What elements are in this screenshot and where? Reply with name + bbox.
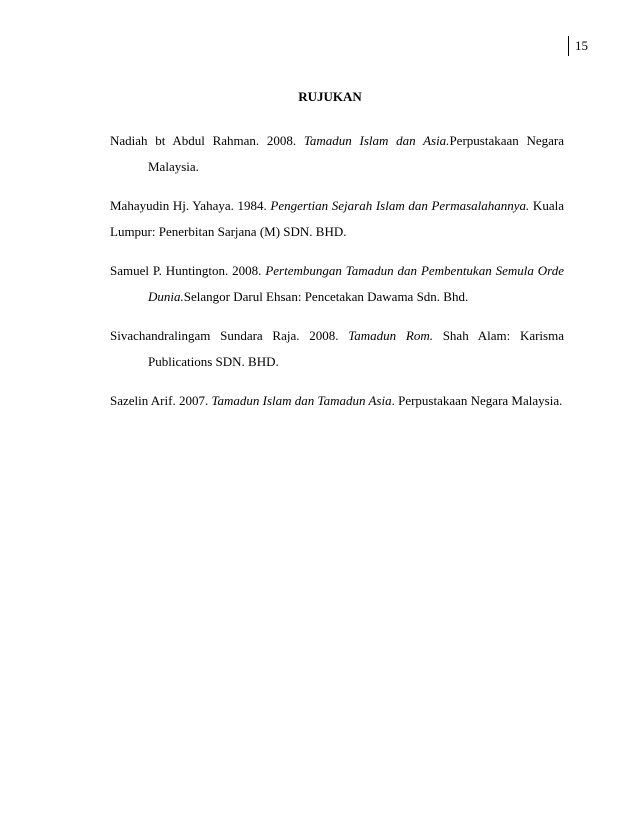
reference-author-year: Samuel P. Huntington. 2008. [110, 263, 266, 278]
reference-title: Pertembungan Tamadun dan Pembentukan Semula Orde Dunia. [148, 263, 564, 304]
reference-publisher: Kuala Lumpur: Penerbitan Sarjana (M) SDN. BHD. [110, 198, 564, 239]
reference-author-year: Nadiah bt Abdul Rahman. 2008. [110, 133, 304, 148]
reference-entry [110, 323, 564, 375]
reference-author-year: Mahayudin Hj. Yahaya. 1984. [110, 198, 271, 213]
reference-publisher: Perpustakaan Negara Malaysia. [148, 133, 564, 174]
page-number: 15 [568, 36, 588, 56]
reference-title: Tamadun Islam dan Asia. [303, 133, 450, 148]
page-title: RUJUKAN [298, 89, 362, 104]
reference-author-year: Sivachandralingam Sundara Raja. 2008. [110, 328, 349, 343]
reference-title: Tamadun Islam dan Tamadun Asia [211, 393, 392, 408]
reference-publisher: Selangor Darul Ehsan: Pencetakan Dawama Sdn. Bhd. [183, 289, 469, 304]
reference-entry [110, 128, 564, 180]
reference-author-year: Sazelin Arif. 2007. [110, 393, 212, 408]
reference-publisher: Shah Alam: Karisma Publications SDN. BHD. [148, 328, 564, 369]
reference-entry [110, 258, 564, 310]
reference-publisher: . Perpustakaan Negara Malaysia. [391, 393, 563, 408]
reference-entry [110, 388, 564, 414]
reference-title: Tamadun Rom. [348, 328, 433, 343]
reference-entry [110, 193, 564, 245]
reference-title: Pengertian Sejarah Islam dan Permasalahannya. [270, 198, 530, 213]
